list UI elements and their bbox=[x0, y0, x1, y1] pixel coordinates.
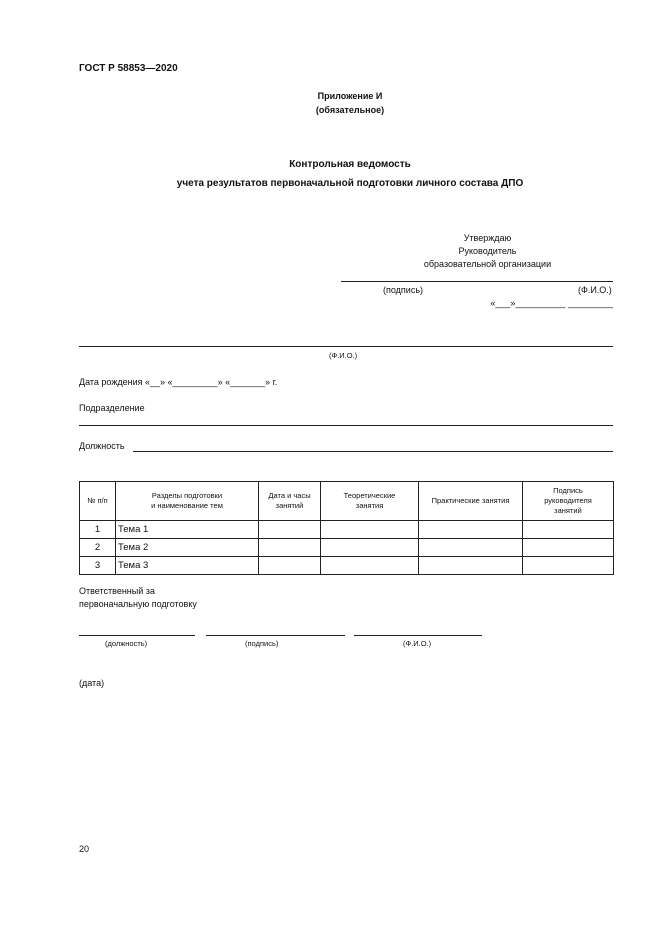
row-date-cell[interactable] bbox=[259, 557, 321, 575]
approval-head: Руководитель bbox=[458, 246, 517, 256]
row-topic: Тема 3 bbox=[116, 557, 259, 575]
row-date-cell[interactable] bbox=[259, 539, 321, 557]
col-header-topic: Разделы подготовки и наименование тем bbox=[116, 482, 259, 521]
row-topic: Тема 2 bbox=[116, 539, 259, 557]
row-num: 2 bbox=[80, 539, 116, 557]
col-header-practice: Практические занятия bbox=[419, 482, 523, 521]
approval-org: образовательной организации bbox=[423, 259, 552, 269]
row-practice-cell[interactable] bbox=[419, 539, 523, 557]
approval-name-caption: (Ф.И.О.) bbox=[578, 285, 612, 295]
standard-code: ГОСТ Р 58853—2020 bbox=[79, 63, 178, 74]
row-topic: Тема 1 bbox=[116, 521, 259, 539]
row-signature-cell[interactable] bbox=[523, 539, 614, 557]
responsible-signature-caption: (подпись) bbox=[245, 639, 279, 648]
row-num: 1 bbox=[80, 521, 116, 539]
doc-title-line1: Контрольная ведомость bbox=[289, 159, 411, 170]
responsible-name-line bbox=[354, 635, 482, 636]
col-header-num: № п/п bbox=[80, 482, 116, 521]
responsible-position-line bbox=[79, 635, 195, 636]
department-line bbox=[79, 425, 613, 426]
row-theory-cell[interactable] bbox=[321, 557, 419, 575]
row-signature-cell[interactable] bbox=[523, 557, 614, 575]
responsible-line2: первоначальную подготовку bbox=[79, 599, 197, 609]
approval-signature-line bbox=[341, 281, 613, 282]
table-row bbox=[80, 557, 614, 575]
row-theory-cell[interactable] bbox=[321, 521, 419, 539]
responsible-signature-line bbox=[206, 635, 345, 636]
page-number: 20 bbox=[79, 844, 90, 854]
table-header-row bbox=[80, 482, 614, 521]
row-theory-cell[interactable] bbox=[321, 539, 419, 557]
appendix-status: (обязательное) bbox=[315, 105, 385, 115]
position-line bbox=[133, 451, 613, 452]
date-label: (дата) bbox=[79, 678, 105, 688]
person-name-line bbox=[79, 346, 613, 347]
doc-title-line2: учета результатов первоначальной подготовки личного состава ДПО bbox=[176, 178, 524, 189]
training-table bbox=[79, 481, 614, 575]
table-row bbox=[80, 521, 614, 539]
responsible-name-caption: (Ф.И.О.) bbox=[403, 639, 432, 648]
table-row bbox=[80, 539, 614, 557]
row-num: 3 bbox=[80, 557, 116, 575]
person-name-caption: (Ф.И.О.) bbox=[329, 351, 358, 360]
col-header-theory: Теоретические занятия bbox=[321, 482, 419, 521]
department-label: Подразделение bbox=[79, 403, 145, 413]
birth-date: Дата рождения «__» «_________» «_______» г. bbox=[79, 377, 278, 387]
col-header-signature: Подпись руководителя занятий bbox=[523, 482, 614, 521]
appendix-title: Приложение И bbox=[317, 91, 383, 101]
row-practice-cell[interactable] bbox=[419, 557, 523, 575]
approval-date: «___»__________ _________ bbox=[490, 298, 613, 308]
approval-signature-caption: (подпись) bbox=[383, 285, 424, 295]
responsible-position-caption: (должность) bbox=[105, 639, 148, 648]
row-date-cell[interactable] bbox=[259, 521, 321, 539]
approval-approve: Утверждаю bbox=[463, 233, 512, 243]
col-header-date: Дата и часы занятий bbox=[259, 482, 321, 521]
position-label: Должность bbox=[79, 441, 125, 451]
row-signature-cell[interactable] bbox=[523, 521, 614, 539]
responsible-line1: Ответственный за bbox=[79, 586, 155, 596]
row-practice-cell[interactable] bbox=[419, 521, 523, 539]
